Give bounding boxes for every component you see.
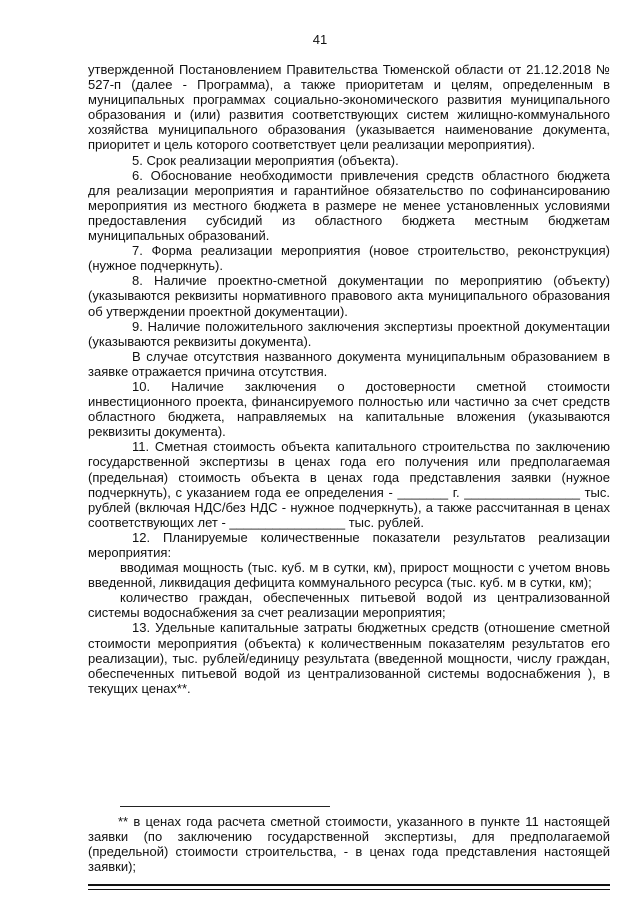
page-number: 41 bbox=[312, 32, 328, 47]
main-text bbox=[88, 62, 610, 696]
paragraph-9-note: В случае отсутствия названного документа муниципальным образованием в заявке отражается причина отсутствия. bbox=[88, 348, 610, 379]
footnote-separator bbox=[120, 806, 330, 807]
paragraph-6: 6. Обоснование необходимости привлечения средств областного бюджета для реализации мероприятия и гарантийное обязательство по софинансированию мероприятия из местного бюджета в размере не менее установленных условиями предоставления субсидий из областного бюджета местным бюджетам муниципальных образований. bbox=[88, 167, 610, 244]
paragraph-12: 12. Планируемые количественные показатели результатов реализации мероприятия: bbox=[88, 529, 610, 560]
paragraph-10: 10. Наличие заключения о достоверности сметной стоимости инвестиционного проекта, финансируемого полностью или частично за счет средств областного бюджета, направляемых на капитальные вложения (указываются реквизиты документа). bbox=[88, 378, 610, 440]
paragraph-9: 9. Наличие положительного заключения экспертизы проектной документации (указываются реквизиты документа). bbox=[88, 318, 610, 349]
bottom-rule bbox=[88, 884, 610, 886]
footnote bbox=[88, 814, 610, 874]
paragraph-5: 5. Срок реализации мероприятия (объекта). bbox=[132, 152, 399, 168]
paragraph-11: 11. Сметная стоимость объекта капитального строительства по заключению государственной экспертизы в ценах года его получения или предполагаемая (предельная) стоимость объекта в ценах года представления заявки (нужное подчеркнуть), с указанием года ее определения - _______ г. ________________ тыс. рублей (включая НДС/без НДС - нужное подчеркнуть), а также рассчитанная в ценах соответствующих лет - ________________ тыс. рублей. bbox=[88, 439, 610, 530]
paragraph-13: 13. Удельные капитальные затраты бюджетных средств (отношение сметной стоимости мероприятия (объекта) к количественным показателям результатов его реализации), тыс. рублей/единицу результата (введенной мощности, числу граждан, обеспеченных питьевой водой из централизованной системы водоснабжения ), в текущих ценах**. bbox=[88, 620, 610, 696]
bottom-rule-thin bbox=[88, 889, 610, 890]
paragraph-intro: утвержденной Постановлением Правительства Тюменской области от 21.12.2018 № 527-п (далее - Программа), а также приоритетам и целям, определенным в муниципальных программах социально-экономического развития муниципального образования и (или) развития соответствующих систем жилищно-коммунального хозяйства муниципального образования (указывается наименование документа, приоритет и цель которого соответствует цели реализации мероприятия). bbox=[88, 62, 610, 153]
paragraph-12-capacity: вводимая мощность (тыс. куб. м в сутки, км), прирост мощности с учетом вновь введенной, ликвидация дефицита коммунального ресурса (тыс. куб. м в сутки, км); bbox=[88, 560, 610, 591]
footnote-text: ** в ценах года расчета сметной стоимости, указанного в пункте 11 настоящей заявки (по заключению государственной экспертизы, для предполагаемой (предельной) стоимости строительства, - в ценах года представления настоящей заявки); bbox=[88, 814, 610, 875]
paragraph-7: 7. Форма реализации мероприятия (новое строительство, реконструкция) (нужное подчеркнуть). bbox=[88, 243, 610, 274]
paragraph-12-citizens: количество граждан, обеспеченных питьевой водой из централизованной системы водоснабжения за счет реализации мероприятия; bbox=[88, 590, 610, 621]
paragraph-8: 8. Наличие проектно-сметной документации по мероприятию (объекту) (указываются реквизиты нормативного правового акта муниципального образования об утверждении проектной документации). bbox=[88, 273, 610, 319]
